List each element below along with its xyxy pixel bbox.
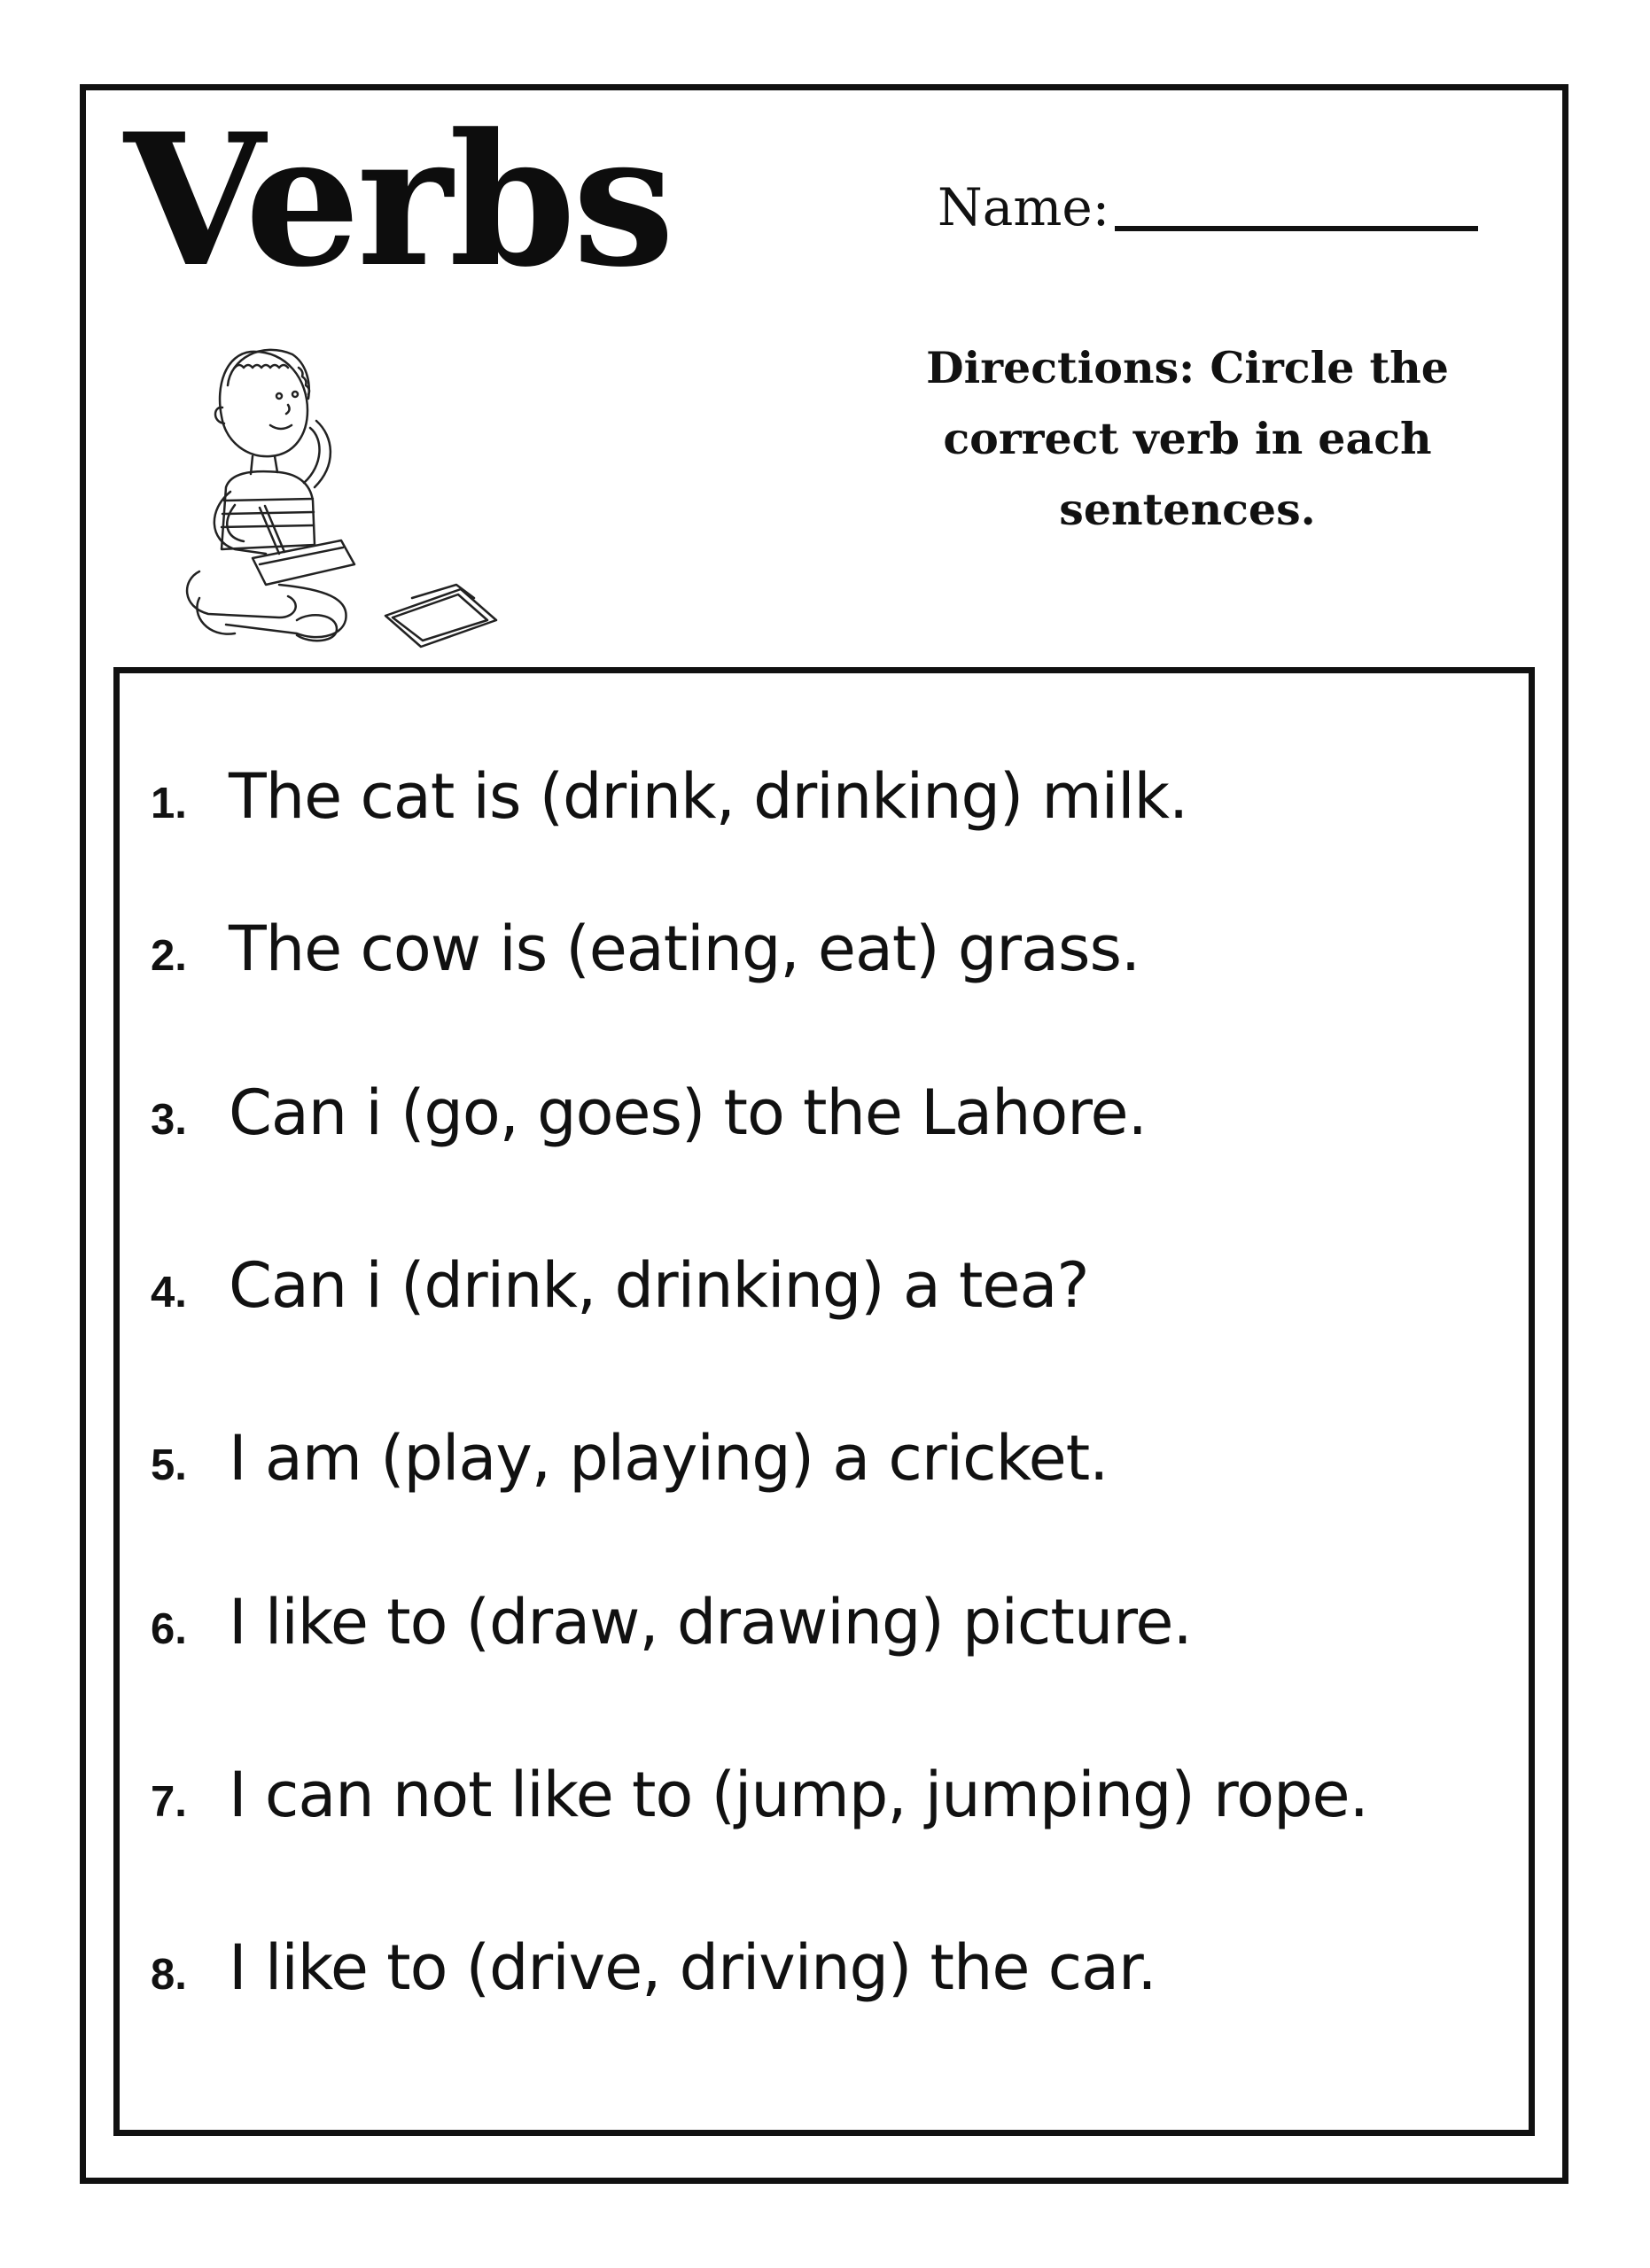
question-item (151, 1249, 1089, 1322)
name-label: Name: (938, 177, 1110, 237)
question-number: 8. (151, 1951, 187, 1999)
question-item (151, 913, 1140, 985)
question-text: Can i (drink, drinking) a tea? (229, 1249, 1089, 1322)
question-item (151, 1759, 1368, 1831)
directions-text: Directions: Circle the correct verb in each sentences. (926, 342, 1449, 535)
question-text: I like to (drive, driving) the car. (229, 1931, 1156, 2004)
question-item (151, 1422, 1108, 1495)
name-blank-line (1115, 226, 1478, 231)
question-text: Can i (go, goes) to the Lahore. (229, 1076, 1147, 1149)
question-item (151, 1931, 1156, 2004)
question-item (151, 1586, 1192, 1658)
question-number: 4. (151, 1269, 187, 1317)
worksheet-title: Verbs (124, 95, 672, 307)
question-number: 2. (151, 932, 187, 980)
name-field (938, 177, 1478, 237)
question-number: 6. (151, 1605, 187, 1653)
child-writing-illustration (146, 332, 518, 660)
question-text: I like to (draw, drawing) picture. (229, 1586, 1192, 1658)
question-text: I am (play, playing) a cricket. (229, 1422, 1109, 1495)
question-number: 1. (151, 780, 187, 827)
question-number: 3. (151, 1096, 187, 1144)
question-text: I can not like to (jump, jumping) rope. (229, 1759, 1368, 1831)
questions-box (113, 667, 1535, 2136)
question-number: 5. (151, 1441, 187, 1489)
question-number: 7. (151, 1778, 187, 1826)
question-text: The cat is (drink, drinking) milk. (229, 760, 1188, 833)
question-item (151, 1076, 1147, 1149)
question-item (151, 760, 1187, 833)
question-text: The cow is (eating, eat) grass. (229, 913, 1140, 985)
